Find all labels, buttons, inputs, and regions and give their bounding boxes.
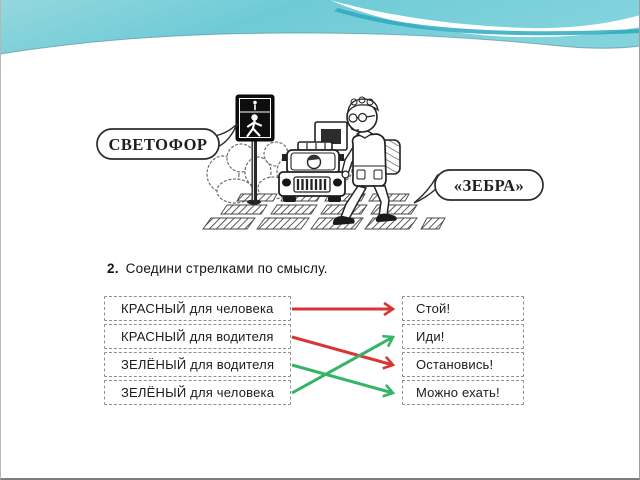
match-left-item: КРАСНЫЙ для человека bbox=[104, 296, 291, 321]
match-right-item: Стой! bbox=[402, 296, 524, 321]
match-left-item: ЗЕЛЁНЫЙ для человека bbox=[104, 380, 291, 405]
match-right-item: Можно ехать! bbox=[402, 380, 524, 405]
match-right-item: Иди! bbox=[402, 324, 524, 349]
match-left-item: ЗЕЛЁНЫЙ для водителя bbox=[104, 352, 291, 377]
task-text: Соедини стрелками по смыслу. bbox=[125, 261, 328, 276]
wave-decoration bbox=[0, 0, 640, 85]
connection-arrow-green bbox=[292, 337, 393, 393]
boy-front-shoe bbox=[333, 216, 355, 225]
match-right-item: Остановись! bbox=[402, 352, 524, 377]
connection-arrow-red bbox=[292, 337, 393, 365]
zebra-bubble-label: «ЗЕБРА» bbox=[453, 176, 525, 195]
car-icon bbox=[279, 142, 345, 202]
zebra-speech-bubble bbox=[414, 170, 543, 203]
connection-arrows bbox=[290, 290, 406, 412]
illustration bbox=[95, 88, 555, 238]
task-number: 2. bbox=[107, 261, 119, 276]
wave-band bbox=[0, 0, 640, 54]
traffic-light-speech-bubble bbox=[97, 124, 237, 159]
zebra-crossing bbox=[203, 194, 445, 229]
task-line bbox=[107, 261, 328, 276]
traffic-light-bubble-label: СВЕТОФОР bbox=[108, 135, 208, 154]
match-left-item: КРАСНЫЙ для водителя bbox=[104, 324, 291, 349]
connection-arrow-green bbox=[292, 365, 393, 393]
